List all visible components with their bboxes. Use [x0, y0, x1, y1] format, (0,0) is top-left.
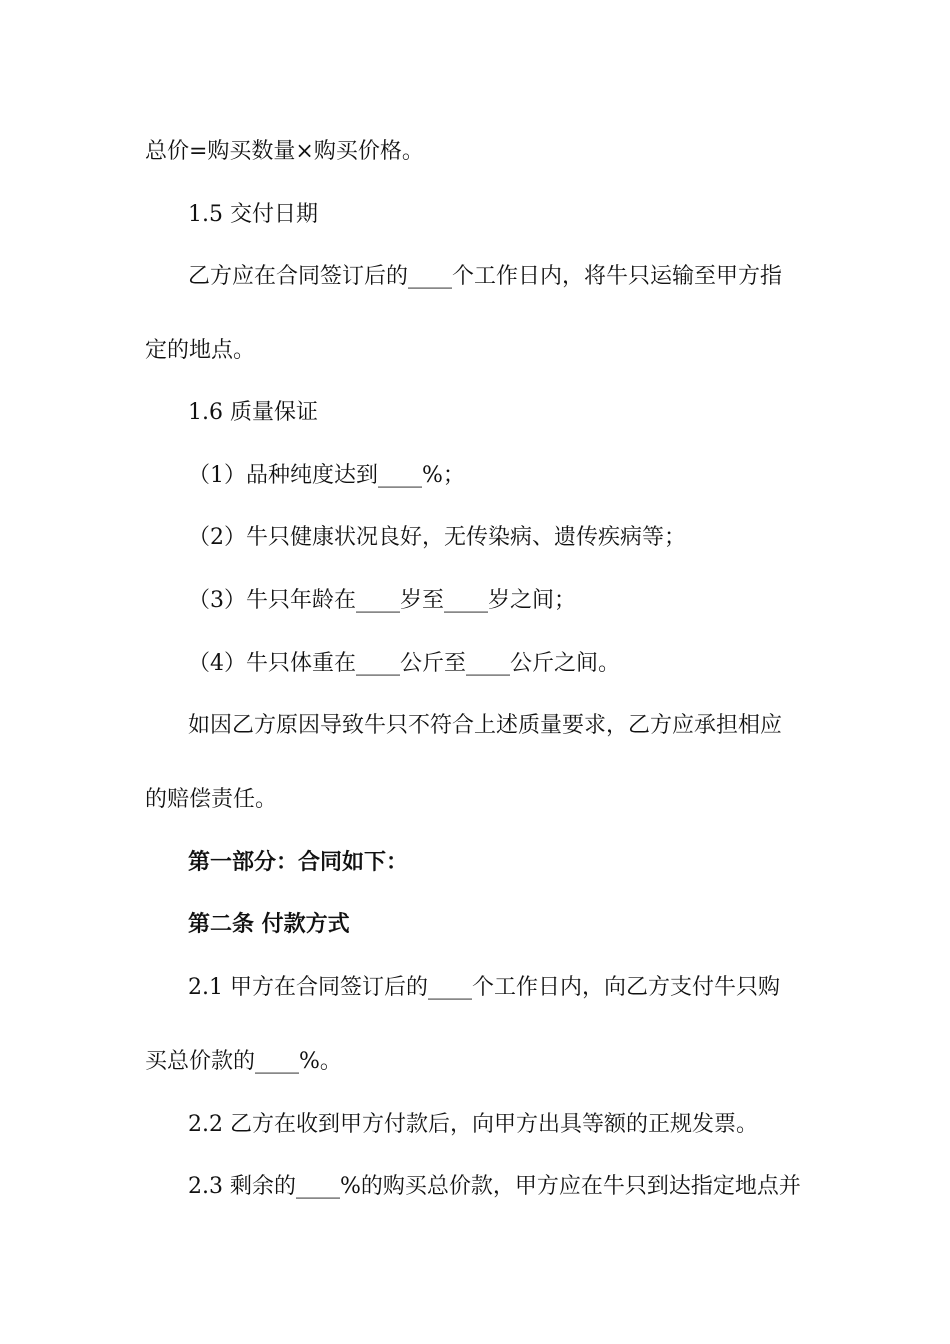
- paragraph-liability-line-1: 如因乙方原因导致牛只不符合上述质量要求，乙方应承担相应: [188, 713, 783, 738]
- paragraph-total-price: 总价=购买数量×购买价格。: [145, 139, 424, 164]
- list-item-quality-1: （1）品种纯度达到____%；: [188, 463, 465, 488]
- clause-2-1-line-2: 买总价款的____%。: [145, 1049, 342, 1074]
- paragraph-liability-line-2: 的赔偿责任。: [145, 787, 278, 812]
- heading-1-5-delivery-date: 1.5 交付日期: [188, 202, 318, 227]
- section-heading-article-two: 第二条 付款方式: [188, 912, 350, 937]
- list-item-quality-3: （3）牛只年龄在____岁至____岁之间；: [188, 588, 576, 613]
- clause-2-3-line-1: 2.3 剩余的____%的购买总价款，甲方应在牛只到达指定地点并: [188, 1174, 801, 1199]
- list-item-quality-4: （4）牛只体重在____公斤至____公斤之间。: [188, 651, 620, 676]
- clause-2-1-line-1: 2.1 甲方在合同签订后的____个工作日内，向乙方支付牛只购: [188, 975, 780, 1000]
- heading-1-6-quality-guarantee: 1.6 质量保证: [188, 400, 318, 425]
- paragraph-delivery-line-2: 定的地点。: [145, 338, 256, 363]
- paragraph-delivery-line-1: 乙方应在合同签订后的____个工作日内，将牛只运输至甲方指: [188, 264, 783, 289]
- clause-2-2: 2.2 乙方在收到甲方付款后，向甲方出具等额的正规发票。: [188, 1112, 758, 1137]
- section-heading-part-one: 第一部分：合同如下：: [188, 850, 409, 875]
- list-item-quality-2: （2）牛只健康状况良好，无传染病、遗传疾病等；: [188, 525, 686, 550]
